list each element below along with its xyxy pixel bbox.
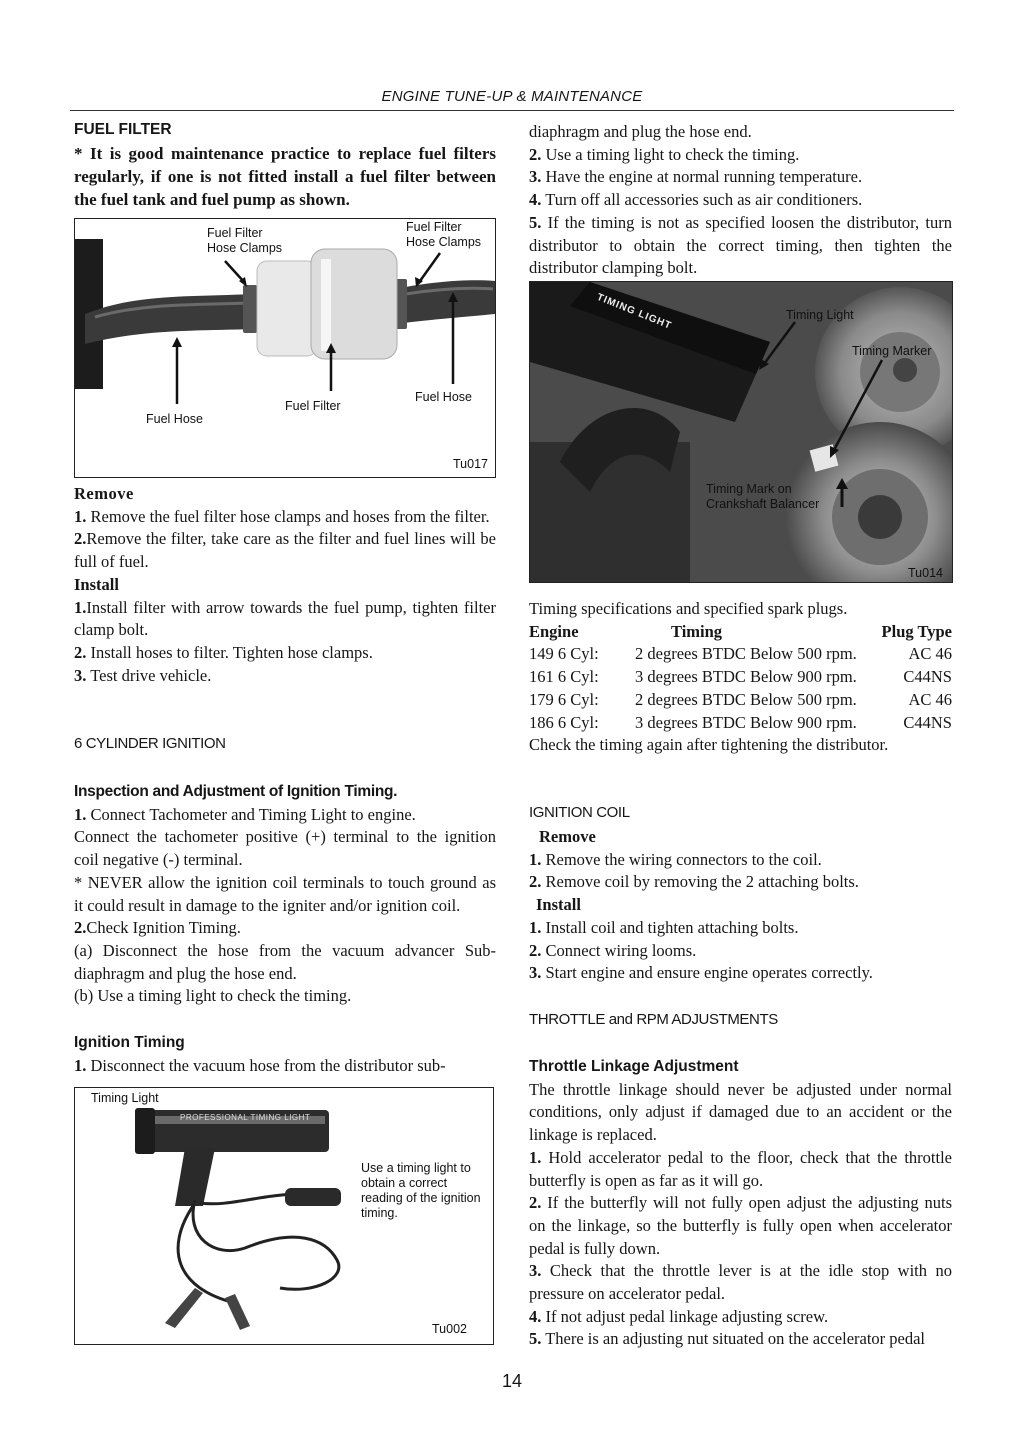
spec-cell: 2 degrees BTDC Below 500 rpm. — [635, 644, 857, 664]
remove-step-1: 1. Remove the fuel filter hose clamps and hoses from the filter. — [74, 506, 490, 526]
coil-remove-step-1: 1. Remove the wiring connectors to the coil. — [529, 849, 822, 869]
label-timing-light-tu014: Timing Light — [786, 308, 854, 322]
header-rule — [70, 110, 954, 111]
photo-device-text: TIMING LIGHT — [595, 291, 674, 332]
inspection-section — [74, 781, 496, 1008]
coil-install-step-2: 2. Connect wiring looms. — [529, 940, 697, 960]
timing-spec-table — [529, 621, 952, 735]
label-timing-marker: Timing Marker — [852, 344, 932, 358]
coil-install-step-3: 3. Start engine and ensure engine operates correctly. — [529, 963, 873, 983]
continued-line-4: 4. Turn off all accessories such as air conditioners. — [529, 190, 863, 210]
label-fuel-filter-hose-clamps-right: Fuel Filter Hose Clamps — [406, 220, 482, 249]
remove-heading: Remove — [74, 484, 134, 503]
fuel-filter-section — [74, 119, 496, 211]
remove-step-2: 2.Remove the filter, take care as the filter and fuel lines will be full of fuel. — [74, 529, 496, 572]
inspection-para-3: * NEVER allow the ignition coil terminals to touch ground as it could result in damage to the igniter and/or ignition coil. — [74, 872, 496, 915]
spec-header-plug-type: Plug Type — [881, 621, 952, 641]
timing-spec-section — [529, 598, 952, 757]
timing-marker-figure — [529, 281, 953, 583]
label-fuel-hose-left: Fuel Hose — [146, 412, 203, 426]
install-step-2: 2. Install hoses to filter. Tighten hose clamps. — [74, 642, 373, 662]
spec-cell: 149 6 Cyl: — [529, 644, 599, 664]
running-header: ENGINE TUNE-UP & MAINTENANCE — [381, 88, 643, 105]
spec-cell: AC 46 — [908, 689, 952, 709]
continued-line-5: 5. If the timing is not as specified loosen the distributor, turn distributor to obtain the correct timing, then tighten the distributor clamping bolt. — [529, 212, 952, 278]
spec-cell: AC 46 — [908, 644, 952, 664]
ignition-timing-heading: Ignition Timing — [74, 1034, 185, 1051]
page-number: 14 — [501, 1371, 523, 1391]
continued-line-2: 2. Use a timing light to check the timing. — [529, 144, 800, 164]
spec-after: Check the timing again after tightening the distributor. — [529, 735, 889, 755]
timing-light-caption: Use a timing light to obtain a correct reading of the ignition timing. — [361, 1161, 481, 1220]
inspection-para-6: (b) Use a timing light to check the timing. — [74, 986, 352, 1006]
spec-cell: 2 degrees BTDC Below 500 rpm. — [635, 689, 857, 709]
inspection-para-1: 1. Connect Tachometer and Timing Light to engine. — [74, 804, 416, 824]
spec-cell: 3 degrees BTDC Below 900 rpm. — [635, 712, 857, 732]
continued-line-1: diaphragm and plug the hose end. — [529, 122, 752, 141]
coil-install-heading: Install — [536, 895, 581, 915]
ignition-timing-step-1: 1. Disconnect the vacuum hose from the distributor sub- — [74, 1055, 446, 1075]
timing-light-figure — [74, 1087, 494, 1345]
ignition-timing-continued — [529, 121, 952, 280]
inspection-para-2: Connect the tachometer positive (+) terminal to the ignition coil negative (-) terminal. — [74, 827, 496, 870]
figure-code-tu002: Tu002 — [432, 1322, 467, 1336]
fuel-filter-note: * It is good maintenance practice to replace fuel filters regularly, if one is not fitted install a fuel filter between the fuel tank and fuel pump as shown. — [74, 143, 496, 209]
throttle-section — [529, 1056, 952, 1351]
label-fuel-filter-hose-clamps-left: Fuel Filter Hose Clamps — [207, 226, 283, 255]
throttle-intro: The throttle linkage should never be adjusted under normal conditions, only adjust if damaged due to an accident or the linkage is replaced. — [529, 1079, 952, 1145]
throttle-step-5: 5. There is an adjusting nut situated on the accelerator pedal — [529, 1329, 926, 1349]
continued-line-3: 3. Have the engine at normal running temperature. — [529, 167, 863, 187]
coil-remove-heading: Remove — [539, 827, 596, 846]
spec-cell: 161 6 Cyl: — [529, 667, 599, 687]
spec-header-timing: Timing — [671, 621, 723, 641]
spec-cell: 186 6 Cyl: — [529, 712, 599, 732]
install-heading: Install — [74, 574, 119, 594]
spec-cell: 179 6 Cyl: — [529, 689, 599, 709]
throttle-heading: THROTTLE and RPM ADJUSTMENTS — [529, 1011, 778, 1028]
fuel-filter-figure — [74, 218, 496, 478]
six-cylinder-ignition-heading: 6 CYLINDER IGNITION — [74, 735, 226, 752]
engine-timing-photo — [530, 282, 952, 582]
spec-cell: C44NS — [903, 667, 952, 687]
throttle-step-3: 3. Check that the throttle lever is at the idle stop with no pressure on accelerator pedal. — [529, 1261, 952, 1304]
spec-header-engine: Engine — [529, 621, 579, 641]
ignition-timing-section — [74, 1032, 496, 1077]
inspection-heading: Inspection and Adjustment of Ignition Timing. — [74, 783, 398, 800]
spec-cell: 3 degrees BTDC Below 900 rpm. — [635, 667, 857, 687]
spec-cell: C44NS — [903, 712, 952, 732]
fuel-filter-illustration — [75, 219, 495, 477]
inspection-para-5: (a) Disconnect the hose from the vacuum advancer Sub-diaphragm and plug the hose end. — [74, 940, 496, 983]
coil-remove-step-2: 2. Remove coil by removing the 2 attaching bolts. — [529, 872, 859, 892]
spec-intro: Timing specifications and specified spark plugs. — [529, 599, 848, 618]
ignition-coil-heading: IGNITION COIL — [529, 804, 630, 821]
figure-code-tu014: Tu014 — [908, 566, 943, 580]
label-timing-mark-crankshaft: Timing Mark on Crankshaft Balancer — [706, 482, 820, 511]
throttle-linkage-heading: Throttle Linkage Adjustment — [529, 1058, 739, 1075]
install-step-3: 3. Test drive vehicle. — [74, 665, 212, 685]
fuel-filter-procedure — [74, 483, 496, 687]
coil-install-step-1: 1. Install coil and tighten attaching bolts. — [529, 917, 799, 937]
install-step-1: 1.Install filter with arrow towards the fuel pump, tighten filter clamp bolt. — [74, 597, 496, 640]
label-fuel-hose-right: Fuel Hose — [415, 390, 472, 404]
fuel-filter-heading: FUEL FILTER — [74, 121, 172, 138]
inspection-para-4: 2.Check Ignition Timing. — [74, 918, 241, 938]
throttle-step-1: 1. Hold accelerator pedal to the floor, check that the throttle butterfly is open as far as it will go. — [529, 1147, 952, 1190]
device-brand-text: PROFESSIONAL TIMING LIGHT — [180, 1113, 311, 1122]
figure-code-tu017: Tu017 — [453, 457, 488, 471]
label-fuel-filter: Fuel Filter — [285, 399, 341, 413]
throttle-step-2: 2. If the butterfly will not fully open adjust the adjusting nuts on the linkage, so the butterfly is fully open when accelerator pedal is fully down. — [529, 1193, 952, 1258]
ignition-coil-section — [529, 826, 952, 985]
label-timing-light-tu002: Timing Light — [91, 1091, 159, 1105]
throttle-step-4: 4. If not adjust pedal linkage adjusting screw. — [529, 1306, 829, 1326]
